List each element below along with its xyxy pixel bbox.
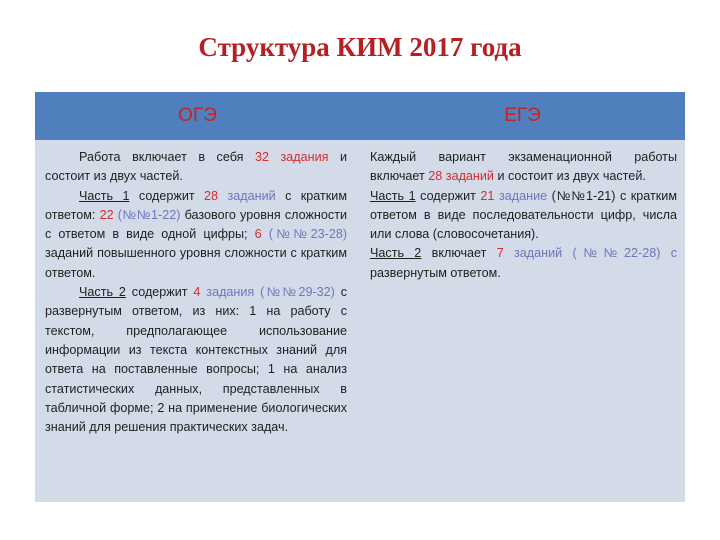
task-count: 28: [428, 169, 443, 184]
header-oge: ОГЭ: [178, 105, 217, 126]
text: Работа включает в себя: [79, 150, 244, 164]
part-label: Часть 2: [79, 285, 126, 300]
ege-paragraph-1: [370, 148, 677, 187]
text: заданий повышенного уровня сложности с кратким ответом.: [45, 246, 347, 280]
task-word: заданий: [445, 169, 494, 184]
text: базового уровня сложности с ответом в виде одной цифры;: [45, 207, 347, 242]
text: содержит: [420, 188, 476, 203]
part-label: Часть 1: [370, 188, 416, 203]
task-word: заданий: [227, 188, 276, 203]
table-header-row: [35, 92, 685, 140]
task-word: задание: [498, 188, 548, 203]
text: содержит: [131, 285, 188, 300]
text: развернутым ответом.: [370, 265, 501, 280]
ege-paragraph-2: [370, 187, 677, 245]
task-count: 22: [99, 207, 114, 222]
text: с развернутым ответом, из них: 1 на работу с текстом, предполагающее использование информации из текста контекстных знаний для ответа на поставленные вопросы; 1 на анализ статистических данных, представленных в табличной форме; 2 на применение биологических знаний для решения практических задач.: [45, 285, 348, 435]
task-count: 4: [193, 285, 201, 300]
task-count: 32: [254, 150, 269, 164]
task-count: 21: [480, 188, 495, 203]
text: (№№1-21) с кратким ответом в виде последовательности цифр, числа или слова (словосочетания).: [370, 188, 678, 242]
ege-paragraph-3: [370, 244, 677, 283]
header-ege: ЕГЭ: [504, 105, 541, 126]
task-count: 6: [254, 227, 262, 242]
oge-cell: [45, 148, 347, 437]
oge-paragraph-1: [45, 148, 347, 187]
task-word: задания: [206, 285, 255, 300]
text: содержит: [138, 188, 195, 203]
comparison-table: [35, 92, 685, 502]
slide-title: Структура КИМ 2017 года: [198, 32, 522, 62]
task-range: (№№29-32): [260, 285, 335, 300]
task-count: 28: [204, 188, 219, 203]
part-label: Часть 2: [370, 246, 422, 261]
task-word: заданий: [514, 246, 563, 261]
text: Каждый вариант экзаменационной работы включает: [370, 150, 677, 184]
oge-paragraph-3: [45, 283, 347, 437]
oge-paragraph-2: [45, 187, 347, 283]
part-label: Часть 1: [79, 188, 130, 203]
text: включает: [431, 246, 487, 261]
ege-cell: [370, 148, 677, 283]
task-word: задания: [280, 150, 329, 164]
text: с кратким ответом:: [45, 188, 347, 222]
text: и состоит из двух частей.: [497, 169, 646, 184]
task-range: (№№23-28): [268, 227, 348, 242]
task-count: 7: [496, 246, 504, 261]
text: и состоит из двух частей.: [45, 150, 348, 184]
task-range: (№№1-22): [117, 207, 181, 222]
task-range: (№№22-28) с: [572, 246, 678, 261]
